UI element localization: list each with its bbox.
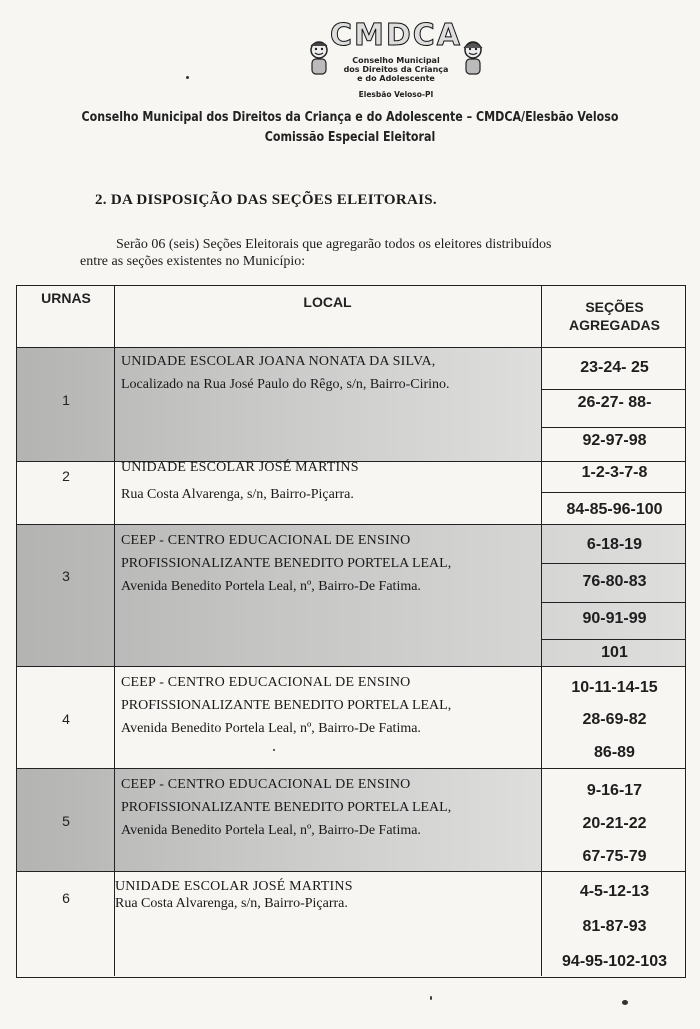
row-divider-2	[17, 524, 685, 525]
urna-number: 4	[62, 711, 70, 727]
urna-number: 1	[62, 392, 70, 408]
secao-value: 26-27- 88-	[577, 394, 652, 411]
secoes-subline	[541, 389, 685, 390]
urna-number: 6	[62, 890, 70, 906]
secoes-subline	[541, 492, 685, 493]
local-name: UNIDADE ESCOLAR JOSÉ MARTINS	[115, 879, 353, 894]
secao-value: 81-87-93	[582, 918, 647, 935]
row-divider-5	[17, 871, 685, 872]
header-secoes-line-1: SEÇÕES	[585, 299, 644, 315]
local-name: CEEP - CENTRO EDUCACIONAL DE ENSINO	[121, 777, 411, 792]
local-cell	[121, 350, 541, 396]
header-urnas: URNAS	[41, 290, 91, 306]
local-cell	[121, 456, 541, 506]
local-address-line-2: Avenida Benedito Portela Leal, nº, Bairro-De Fatima.	[121, 579, 421, 594]
scan-speck	[430, 996, 432, 1000]
scan-speck	[273, 749, 275, 751]
secao-value: 20-21-22	[582, 815, 647, 832]
logo-line-2: dos Direitos da Criança	[343, 65, 449, 74]
local-cell	[115, 875, 535, 915]
secao-value: 90-91-99	[582, 610, 647, 627]
local-name: UNIDADE ESCOLAR JOANA NONATA DA SILVA,	[121, 354, 436, 369]
intro-line-2: entre as seções existentes no Município:	[80, 254, 306, 269]
local-address-line-1: PROFISSIONALIZANTE BENEDITO PORTELA LEAL,	[121, 698, 452, 713]
child-right-icon	[458, 40, 488, 78]
secao-value: 9-16-17	[586, 782, 643, 799]
local-cell	[121, 529, 541, 598]
secao-value: 94-95-102-103	[562, 953, 667, 970]
secao-value: 10-11-14-15	[571, 679, 658, 696]
local-address: Rua Costa Alvarenga, s/n, Bairro-Piçarra.	[115, 896, 348, 911]
local-address: Rua Costa Alvarenga, s/n, Bairro-Piçarra.	[121, 487, 354, 502]
secoes-subline	[541, 602, 685, 603]
local-address-line-1: PROFISSIONALIZANTE BENEDITO PORTELA LEAL,	[121, 556, 452, 571]
secao-value: 92-97-98	[582, 432, 647, 449]
local-name: CEEP - CENTRO EDUCACIONAL DE ENSINO	[121, 675, 411, 690]
sections-table	[16, 285, 686, 978]
scan-speck	[186, 76, 189, 79]
urna-number: 3	[62, 568, 70, 584]
header-subtitle: Comissão Especial Eleitoral	[264, 129, 436, 145]
local-address-line-2: Avenida Benedito Portela Leal, nº, Bairro-De Fatima.	[121, 823, 421, 838]
secao-value: 1-2-3-7-8	[581, 464, 648, 481]
secao-value: 67-75-79	[582, 848, 647, 865]
local-name: UNIDADE ESCOLAR JOSÉ MARTINS	[121, 460, 359, 475]
secoes-subline	[541, 427, 685, 428]
urna-number: 5	[62, 813, 70, 829]
secoes-subline	[541, 639, 685, 640]
header-secoes	[542, 298, 687, 334]
secao-value: 4-5-12-13	[579, 883, 650, 900]
secao-value: 84-85-96-100	[566, 501, 663, 518]
local-address-line-2: Avenida Benedito Portela Leal, nº, Bairro-De Fatima.	[121, 721, 421, 736]
scan-speck	[622, 1000, 628, 1005]
secao-value: 76-80-83	[582, 573, 647, 590]
column-divider-1	[114, 286, 115, 976]
local-cell	[121, 773, 541, 842]
intro-line-1: Serão 06 (seis) Seções Eleitorais que agregarão todos os eleitores distribuídos	[116, 237, 552, 252]
local-address-line-1: PROFISSIONALIZANTE BENEDITO PORTELA LEAL,	[121, 800, 452, 815]
intro-paragraph	[80, 236, 650, 270]
logo-wordmark: CMDCA	[330, 18, 463, 53]
secao-value: 86-89	[594, 744, 635, 761]
secao-value: 6-18-19	[586, 536, 643, 553]
row-divider-header	[17, 347, 685, 348]
cmdca-logo	[298, 18, 494, 106]
secoes-subline	[541, 563, 685, 564]
header-local: LOCAL	[303, 294, 352, 310]
urna-number: 2	[62, 468, 70, 484]
row-divider-4	[17, 768, 685, 769]
secao-value: 23-24- 25	[580, 359, 649, 376]
secao-value: 28-69-82	[582, 711, 647, 728]
logo-city: Elesbão Veloso-PI	[358, 90, 434, 99]
row-divider-3	[17, 666, 685, 667]
secao-value: 101	[601, 644, 628, 661]
section-title: 2. DA DISPOSIÇÃO DAS SEÇÕES ELEITORAIS.	[95, 192, 437, 208]
local-address: Localizado na Rua José Paulo do Rêgo, s/n, Bairro-Cirino.	[121, 377, 450, 392]
local-cell	[121, 671, 541, 740]
logo-line-3: e do Adolescente	[357, 74, 435, 83]
header-title: Conselho Municipal dos Direitos da Criança e do Adolescente – CMDCA/Elesbão Veloso	[81, 109, 619, 125]
header-secoes-line-2: AGREGADAS	[568, 317, 660, 333]
local-name: CEEP - CENTRO EDUCACIONAL DE ENSINO	[121, 533, 411, 548]
logo-line-1: Conselho Municipal	[352, 56, 440, 65]
